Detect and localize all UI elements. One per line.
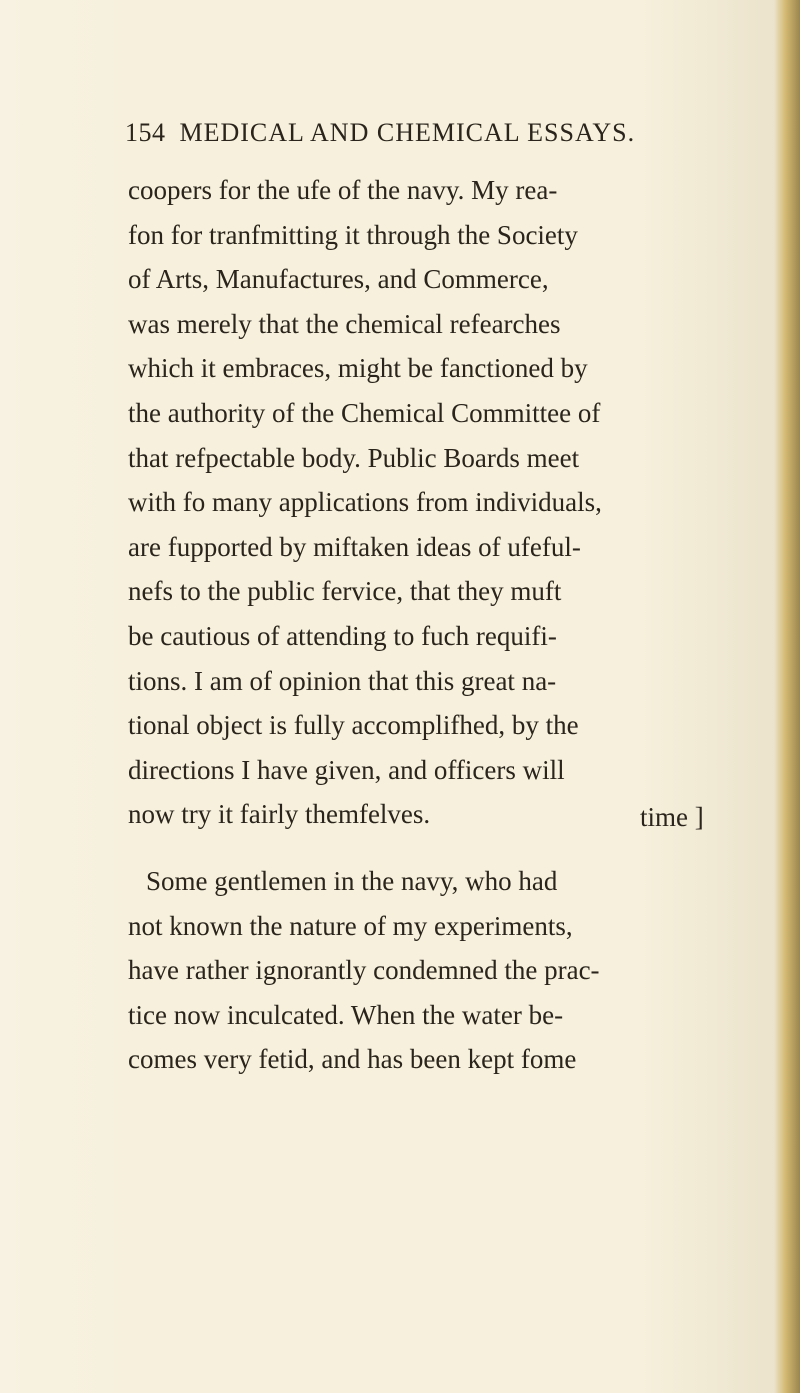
text-line: the authority of the Chemical Committee of [128, 397, 601, 428]
text-line: tice now inculcated. When the water be- [128, 999, 564, 1030]
text-line: coopers for the ufe of the navy. My rea- [128, 175, 558, 205]
page-number: 154 [125, 118, 166, 147]
text-line: not known the nature of my experiments, [128, 910, 573, 941]
text-line: now try it fairly themfelves. [128, 799, 431, 830]
text-line: which it embraces, might be fanctioned by [128, 353, 588, 384]
text-line: fon for tranfmitting it through the Society [128, 219, 578, 250]
text-line: of Arts, Manufactures, and Commerce, [128, 264, 549, 295]
running-head: MEDICAL AND CHEMICAL ESSAYS. [179, 118, 636, 147]
text-line: that refpectable body. Public Boards meet [128, 442, 580, 473]
body-text [128, 168, 710, 1082]
text-line: tional object is fully accomplifhed, by the [128, 710, 579, 741]
text-line: comes very fetid, and has been kept fome [128, 1044, 577, 1075]
text-line: have rather ignorantly condemned the prac- [128, 955, 600, 986]
text-line: be cautious of attending to fuch requifi- [128, 620, 557, 651]
text-line: Some gentlemen in the navy, who had [146, 865, 558, 896]
text-line: directions I have given, and officers will [128, 754, 565, 785]
text-line: are fupported by miftaken ideas of ufeful- [128, 531, 581, 562]
paragraph-2 [128, 859, 710, 1082]
page-header [125, 118, 685, 158]
text-line: nefs to the public fervice, that they muft [128, 576, 562, 607]
paragraph-gap [128, 837, 710, 859]
text-line: tions. I am of opinion that this great na- [128, 665, 557, 696]
catchword: time ] [640, 802, 704, 832]
text-line: was merely that the chemical refearches [128, 308, 561, 339]
text-line: with fo many applications from individuals, [128, 487, 602, 518]
paragraph-1 [128, 168, 710, 837]
